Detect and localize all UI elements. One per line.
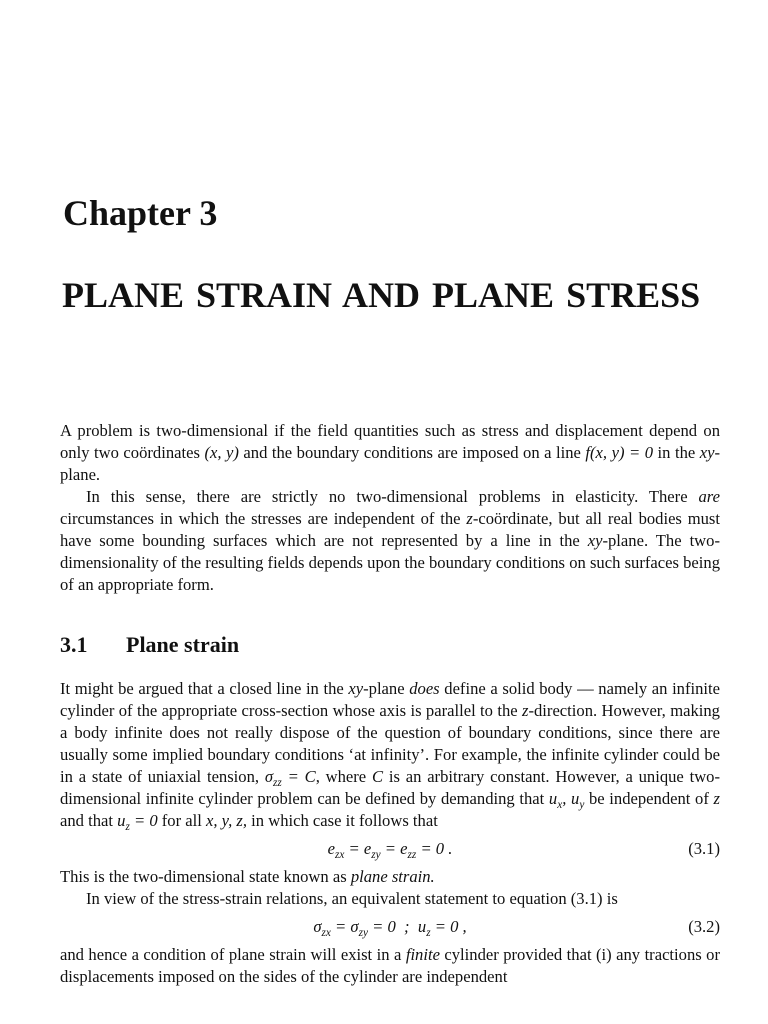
math-inline <box>264 767 316 789</box>
text-run: in the <box>653 443 700 462</box>
emphasis: finite <box>405 945 440 964</box>
math-symbol: u <box>548 789 558 808</box>
text-run: define a solid body — namely an infinite cylinder of the appropriate cross-section whose axis is parallel to the <box>60 679 720 720</box>
text-run: be independent of <box>584 789 714 808</box>
math-inline: xy <box>348 679 364 698</box>
text-run: for all <box>157 811 207 830</box>
text-run: In view of the stress-strain relations, an equivalent statement to equation (3.1) is <box>86 889 618 908</box>
math-subscript: z <box>426 926 431 939</box>
math-symbol: = 0 ; <box>367 917 418 936</box>
math-symbol: u <box>417 917 427 936</box>
text-run: -plane. The two-dimensionality of the resulting fields depends upon the boundary conditions on such surfaces being of an appropriate form. <box>60 531 720 594</box>
text-run: is an arbitrary constant. However, a unique two-dimensional infinite cylinder problem can be defined by demanding that <box>60 767 721 808</box>
text-run: and that <box>60 811 118 830</box>
intro-paragraph-1 <box>60 420 720 486</box>
text-run: -direction. However, making a body infinite does not really dispose of the question of boundary conditions, since there are usually some implied boundary conditions ‘at infinity’. For example, the infinite cylinder could be in a state of uniaxial tension, <box>60 701 720 786</box>
math-inline: x, y, z, <box>206 811 248 830</box>
math-symbol: e <box>327 839 335 858</box>
math-subscript: zy <box>371 848 381 861</box>
section-title: Plane strain <box>126 632 240 657</box>
section-heading <box>60 631 239 659</box>
section-paragraph-4 <box>60 944 720 988</box>
math-subscript: zz <box>407 848 417 861</box>
emphasis: plane strain. <box>350 867 435 886</box>
math-inline: C <box>371 767 384 786</box>
math-symbol: e <box>363 839 372 858</box>
section-paragraph-3 <box>60 888 720 910</box>
equation-3-2 <box>60 910 720 944</box>
math-inline: f(x, y) = 0 <box>585 443 654 462</box>
math-symbol: , <box>562 789 572 808</box>
math-subscript: zz <box>273 776 282 789</box>
math-subscript: y <box>579 798 585 811</box>
equation-body <box>327 839 453 861</box>
math-inline: z <box>713 789 720 808</box>
equation-number: (3.2) <box>688 917 720 936</box>
math-symbol: = 0 , <box>430 917 467 936</box>
math-symbol: σ <box>313 917 322 936</box>
math-inline <box>548 789 585 811</box>
text-run: and hence a condition of plane strain will exist in a <box>60 945 406 964</box>
section-text <box>60 678 720 988</box>
text-run: circumstances in which the stresses are independent of the <box>60 509 467 528</box>
equation-number: (3.1) <box>688 839 720 858</box>
text-run: -plane. <box>60 443 721 484</box>
math-subscript: z <box>125 820 130 833</box>
text-run: This is the two-dimensional state known as <box>60 867 351 886</box>
math-symbol: = C <box>281 767 316 786</box>
text-run: -coördinate, but all real bodies must have some bounding surfaces which are not represented by a line in the <box>60 509 720 550</box>
math-subscript: zx <box>334 848 345 861</box>
math-symbol: u <box>571 789 580 808</box>
math-inline: xy <box>699 443 715 462</box>
math-subscript: zx <box>321 926 331 939</box>
text-run: In this sense, there are strictly no two-dimensional problems in elasticity. There <box>86 487 699 506</box>
math-symbol: σ <box>350 917 359 936</box>
math-inline: z <box>466 509 473 528</box>
section-number: 3.1 <box>60 632 88 657</box>
math-subscript: x <box>557 798 563 811</box>
equation-body <box>313 917 467 939</box>
chapter-title: PLANE STRAIN AND PLANE STRESS <box>62 275 701 315</box>
text-run: A problem is two-dimensional if the field quantities such as stress and displacement depend on only two coördinates <box>60 421 720 462</box>
intro-paragraph-2 <box>60 486 720 596</box>
math-symbol: = 0 . <box>416 839 453 858</box>
math-inline <box>117 811 158 833</box>
math-symbol: = <box>330 917 351 936</box>
emphasis: does <box>409 679 440 698</box>
text-run: cylinder provided that (i) any tractions or displacements imposed on the sides of the cylinder are independent <box>60 945 720 986</box>
emphasis: are <box>698 487 720 506</box>
text-run: -plane <box>363 679 410 698</box>
text-run: and the boundary conditions are imposed on a line <box>238 443 586 462</box>
math-symbol: e <box>400 839 408 858</box>
section-paragraph-1 <box>60 678 720 832</box>
math-symbol: σ <box>264 767 274 786</box>
math-symbol: = <box>344 839 364 858</box>
section-paragraph-2 <box>60 866 720 888</box>
chapter-label: Chapter 3 <box>63 193 218 233</box>
text-run: , where <box>315 767 372 786</box>
math-inline: z <box>522 701 529 720</box>
intro-text <box>60 420 720 596</box>
math-symbol: u <box>117 811 126 830</box>
math-inline: (x, y) <box>204 443 239 462</box>
math-subscript: zy <box>358 926 368 939</box>
math-symbol: = 0 <box>129 811 158 830</box>
text-run: It might be argued that a closed line in the <box>60 679 349 698</box>
equation-3-1 <box>60 832 720 866</box>
text-run: in which case it follows that <box>247 811 438 830</box>
math-inline: xy <box>587 531 603 550</box>
math-symbol: = <box>380 839 401 858</box>
